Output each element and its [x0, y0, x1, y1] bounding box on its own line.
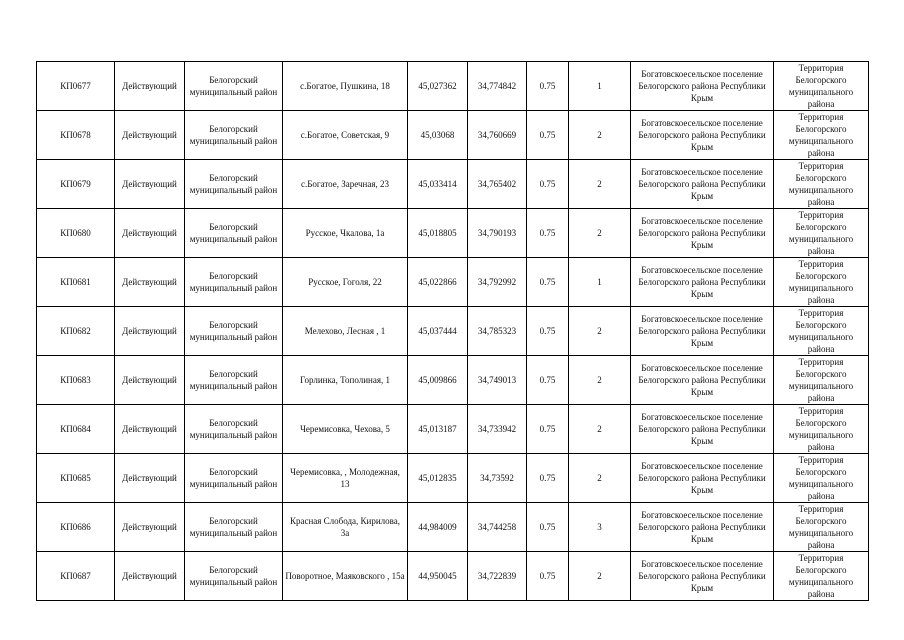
- container-volume-cell: 0.75: [527, 307, 569, 356]
- site-code-cell: КП0683: [37, 356, 115, 405]
- table-row: [37, 258, 869, 307]
- site-code-cell: КП0680: [37, 209, 115, 258]
- registry-table: [36, 61, 869, 601]
- longitude-cell: 34,792992: [468, 258, 527, 307]
- municipal-district-cell: Белогорский муниципальный район: [185, 160, 283, 209]
- settlement-cell: Богатовскоесельское поселение Белогорского района Республики Крым: [631, 160, 774, 209]
- container-count-cell: 2: [569, 307, 631, 356]
- table-row: [37, 62, 869, 111]
- status-cell: Действующий: [115, 552, 185, 601]
- latitude-cell: 45,018805: [408, 209, 468, 258]
- table-row: [37, 160, 869, 209]
- latitude-cell: 44,984009: [408, 503, 468, 552]
- site-code-cell: КП0686: [37, 503, 115, 552]
- longitude-cell: 34,722839: [468, 552, 527, 601]
- site-code-cell: КП0679: [37, 160, 115, 209]
- longitude-cell: 34,744258: [468, 503, 527, 552]
- container-count-cell: 2: [569, 111, 631, 160]
- territory-cell: Территория Белогорского муниципального района: [774, 62, 869, 111]
- container-volume-cell: 0.75: [527, 356, 569, 405]
- municipal-district-cell: Белогорский муниципальный район: [185, 62, 283, 111]
- status-cell: Действующий: [115, 62, 185, 111]
- longitude-cell: 34,760669: [468, 111, 527, 160]
- territory-cell: Территория Белогорского муниципального района: [774, 503, 869, 552]
- territory-cell: Территория Белогорского муниципального района: [774, 356, 869, 405]
- container-count-cell: 2: [569, 552, 631, 601]
- municipal-district-cell: Белогорский муниципальный район: [185, 111, 283, 160]
- container-volume-cell: 0.75: [527, 160, 569, 209]
- latitude-cell: 45,033414: [408, 160, 468, 209]
- address-cell: Черемисовка, Чехова, 5: [283, 405, 408, 454]
- territory-cell: Территория Белогорского муниципального района: [774, 552, 869, 601]
- longitude-cell: 34,785323: [468, 307, 527, 356]
- container-count-cell: 2: [569, 160, 631, 209]
- container-count-cell: 1: [569, 258, 631, 307]
- address-cell: Русское, Гоголя, 22: [283, 258, 408, 307]
- container-volume-cell: 0.75: [527, 209, 569, 258]
- container-volume-cell: 0.75: [527, 258, 569, 307]
- latitude-cell: 45,022866: [408, 258, 468, 307]
- settlement-cell: Богатовскоесельское поселение Белогорского района Республики Крым: [631, 454, 774, 503]
- territory-cell: Территория Белогорского муниципального района: [774, 258, 869, 307]
- municipal-district-cell: Белогорский муниципальный район: [185, 258, 283, 307]
- table-row: [37, 111, 869, 160]
- container-count-cell: 2: [569, 405, 631, 454]
- longitude-cell: 34,733942: [468, 405, 527, 454]
- container-count-cell: 2: [569, 209, 631, 258]
- municipal-district-cell: Белогорский муниципальный район: [185, 552, 283, 601]
- status-cell: Действующий: [115, 160, 185, 209]
- longitude-cell: 34,774842: [468, 62, 527, 111]
- longitude-cell: 34,749013: [468, 356, 527, 405]
- latitude-cell: 45,03068: [408, 111, 468, 160]
- site-code-cell: КП0685: [37, 454, 115, 503]
- territory-cell: Территория Белогорского муниципального района: [774, 160, 869, 209]
- site-code-cell: КП0682: [37, 307, 115, 356]
- longitude-cell: 34,765402: [468, 160, 527, 209]
- municipal-district-cell: Белогорский муниципальный район: [185, 454, 283, 503]
- settlement-cell: Богатовскоесельское поселение Белогорского района Республики Крым: [631, 405, 774, 454]
- settlement-cell: Богатовскоесельское поселение Белогорского района Республики Крым: [631, 62, 774, 111]
- status-cell: Действующий: [115, 503, 185, 552]
- site-code-cell: КП0687: [37, 552, 115, 601]
- municipal-district-cell: Белогорский муниципальный район: [185, 356, 283, 405]
- container-volume-cell: 0.75: [527, 62, 569, 111]
- container-volume-cell: 0.75: [527, 111, 569, 160]
- table-row: [37, 454, 869, 503]
- latitude-cell: 45,037444: [408, 307, 468, 356]
- table-row: [37, 356, 869, 405]
- status-cell: Действующий: [115, 356, 185, 405]
- address-cell: Горлинка, Тополиная, 1: [283, 356, 408, 405]
- table-row: [37, 307, 869, 356]
- longitude-cell: 34,73592: [468, 454, 527, 503]
- table-row: [37, 552, 869, 601]
- status-cell: Действующий: [115, 111, 185, 160]
- status-cell: Действующий: [115, 405, 185, 454]
- container-volume-cell: 0.75: [527, 405, 569, 454]
- settlement-cell: Богатовскоесельское поселение Белогорского района Республики Крым: [631, 356, 774, 405]
- address-cell: Русское, Чкалова, 1а: [283, 209, 408, 258]
- container-count-cell: 3: [569, 503, 631, 552]
- municipal-district-cell: Белогорский муниципальный район: [185, 307, 283, 356]
- container-volume-cell: 0.75: [527, 454, 569, 503]
- status-cell: Действующий: [115, 258, 185, 307]
- settlement-cell: Богатовскоесельское поселение Белогорского района Республики Крым: [631, 307, 774, 356]
- container-volume-cell: 0.75: [527, 503, 569, 552]
- settlement-cell: Богатовскоесельское поселение Белогорского района Республики Крым: [631, 258, 774, 307]
- latitude-cell: 44,950045: [408, 552, 468, 601]
- latitude-cell: 45,013187: [408, 405, 468, 454]
- municipal-district-cell: Белогорский муниципальный район: [185, 405, 283, 454]
- territory-cell: Территория Белогорского муниципального района: [774, 454, 869, 503]
- municipal-district-cell: Белогорский муниципальный район: [185, 503, 283, 552]
- registry-table-body: [37, 62, 869, 601]
- container-count-cell: 1: [569, 62, 631, 111]
- territory-cell: Территория Белогорского муниципального района: [774, 209, 869, 258]
- site-code-cell: КП0684: [37, 405, 115, 454]
- address-cell: с.Богатое, Пушкина, 18: [283, 62, 408, 111]
- address-cell: Черемисовка, , Молодежная, 13: [283, 454, 408, 503]
- table-row: [37, 405, 869, 454]
- status-cell: Действующий: [115, 209, 185, 258]
- address-cell: с.Богатое, Заречная, 23: [283, 160, 408, 209]
- address-cell: с.Богатое, Советская, 9: [283, 111, 408, 160]
- territory-cell: Территория Белогорского муниципального района: [774, 307, 869, 356]
- status-cell: Действующий: [115, 454, 185, 503]
- site-code-cell: КП0677: [37, 62, 115, 111]
- settlement-cell: Богатовскоесельское поселение Белогорского района Республики Крым: [631, 552, 774, 601]
- status-cell: Действующий: [115, 307, 185, 356]
- address-cell: Поворотное, Маяковского , 15а: [283, 552, 408, 601]
- longitude-cell: 34,790193: [468, 209, 527, 258]
- territory-cell: Территория Белогорского муниципального района: [774, 111, 869, 160]
- table-row: [37, 503, 869, 552]
- container-count-cell: 2: [569, 454, 631, 503]
- territory-cell: Территория Белогорского муниципального района: [774, 405, 869, 454]
- municipal-district-cell: Белогорский муниципальный район: [185, 209, 283, 258]
- site-code-cell: КП0681: [37, 258, 115, 307]
- latitude-cell: 45,009866: [408, 356, 468, 405]
- latitude-cell: 45,012835: [408, 454, 468, 503]
- settlement-cell: Богатовскоесельское поселение Белогорского района Республики Крым: [631, 503, 774, 552]
- container-volume-cell: 0.75: [527, 552, 569, 601]
- settlement-cell: Богатовскоесельское поселение Белогорского района Республики Крым: [631, 209, 774, 258]
- table-row: [37, 209, 869, 258]
- site-code-cell: КП0678: [37, 111, 115, 160]
- address-cell: Мелехово, Лесная , 1: [283, 307, 408, 356]
- latitude-cell: 45,027362: [408, 62, 468, 111]
- container-count-cell: 2: [569, 356, 631, 405]
- settlement-cell: Богатовскоесельское поселение Белогорского района Республики Крым: [631, 111, 774, 160]
- address-cell: Красная Слобода, Кирилова, 3а: [283, 503, 408, 552]
